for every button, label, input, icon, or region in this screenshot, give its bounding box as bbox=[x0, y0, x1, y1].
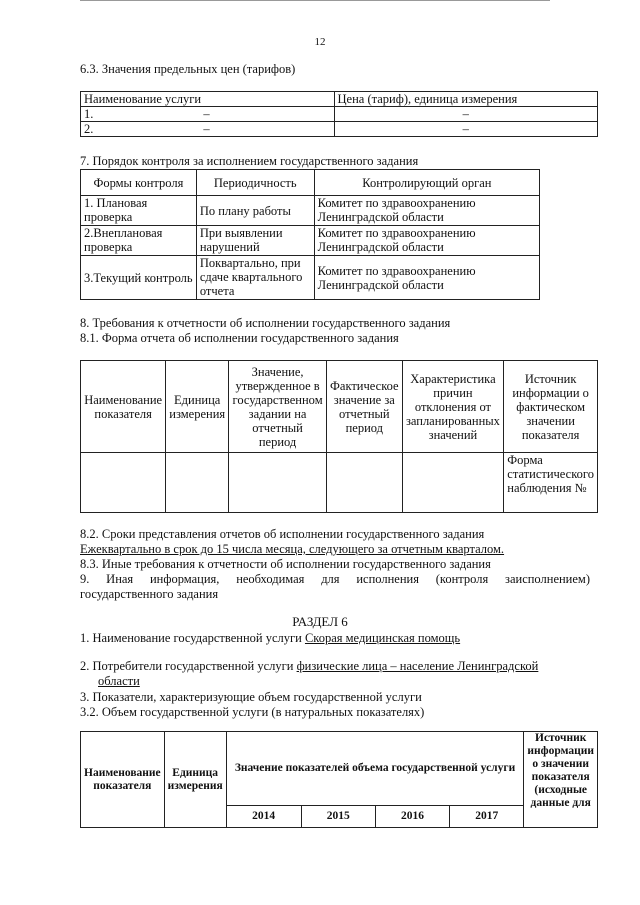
year-2016: 2016 bbox=[375, 806, 449, 828]
table-row bbox=[81, 453, 598, 513]
control-organ: Комитет по здравоохранению Ленинградской области bbox=[314, 196, 539, 226]
report-header-actual: Фактическое значение за отчетный период bbox=[327, 361, 403, 453]
section-8-1-title: 8.1. Форма отчета об исполнении государственного задания bbox=[80, 331, 399, 345]
table-row bbox=[81, 256, 540, 300]
report-header-deviation: Характеристика причин отклонения от запланированных значений bbox=[402, 361, 504, 453]
page-number: 12 bbox=[314, 36, 326, 48]
year-2014: 2014 bbox=[226, 806, 301, 828]
service-name-line bbox=[80, 631, 460, 646]
volume-header-values: Значение показателей объема государственной услуги bbox=[226, 732, 524, 806]
service-name-value: Скорая медицинская помощь bbox=[304, 631, 461, 645]
indicators-line: 3. Показатели, характеризующие объем государственной услуги bbox=[80, 690, 422, 704]
tariff-table bbox=[80, 91, 598, 137]
section-heading: РАЗДЕЛ 6 bbox=[292, 614, 348, 629]
consumers-line bbox=[80, 659, 590, 674]
control-header-period: Периодичность bbox=[196, 170, 314, 196]
section-6-3-title: 6.3. Значения предельных цен (тарифов) bbox=[80, 62, 296, 76]
row-number: 2. bbox=[84, 122, 94, 136]
section-9-text-cont: государственного задания bbox=[80, 587, 219, 601]
control-period: По плану работы bbox=[196, 196, 314, 226]
table-row bbox=[81, 226, 540, 256]
section-7-title: 7. Порядок контроля за исполнением государственного задания bbox=[80, 154, 419, 168]
section-8-2-text: 8.2. Сроки представления отчетов об исполнении государственного задания bbox=[80, 527, 485, 541]
volume-header-unit: Единица измерения bbox=[164, 732, 226, 828]
control-period: Поквартально, при сдаче квартального отчета bbox=[196, 256, 314, 300]
control-header-form: Формы контроля bbox=[81, 170, 197, 196]
control-table bbox=[80, 169, 540, 300]
report-source-value: Форма статистического наблюдения № bbox=[504, 453, 598, 513]
control-form: 3.Текущий контроль bbox=[81, 256, 197, 300]
consumers-value: физические лица – население Ленинградской bbox=[296, 659, 539, 673]
year-2015: 2015 bbox=[301, 806, 375, 828]
report-header-unit: Единица измерения bbox=[166, 361, 229, 453]
year-2017: 2017 bbox=[450, 806, 524, 828]
report-form-table bbox=[80, 360, 598, 513]
report-header-source: Источник информации о фактическом значении показателя bbox=[504, 361, 598, 453]
row-number: 1. bbox=[84, 107, 94, 121]
control-header-organ: Контролирующий орган bbox=[314, 170, 539, 196]
control-period: При выявлении нарушений bbox=[196, 226, 314, 256]
volume-line: 3.2. Объем государственной услуги (в натуральных показателях) bbox=[80, 705, 425, 719]
control-organ: Комитет по здравоохранению Ленинградской области bbox=[314, 226, 539, 256]
volume-table bbox=[80, 731, 598, 828]
control-form: 2.Внеплановая проверка bbox=[81, 226, 197, 256]
table-row bbox=[81, 122, 598, 137]
control-organ: Комитет по здравоохранению Ленинградской области bbox=[314, 256, 539, 300]
service-name: – bbox=[203, 122, 210, 136]
service-price: – bbox=[334, 122, 597, 137]
top-border-line bbox=[80, 0, 550, 1]
consumers-prefix: 2. Потребители государственной услуги bbox=[80, 659, 297, 673]
volume-header-source: Источник информации о значении показателя (исходные данные для bbox=[524, 732, 598, 828]
service-price: – bbox=[334, 107, 597, 122]
section-9-text: 9. Иная информация, необходимая для исполнения (контроля заисполнением) bbox=[80, 572, 590, 586]
service-name-prefix: 1. Наименование государственной услуги bbox=[80, 631, 305, 645]
control-form: 1. Плановая проверка bbox=[81, 196, 197, 226]
report-header-name: Наименование показателя bbox=[81, 361, 166, 453]
tariff-header-name: Наименование услуги bbox=[81, 92, 335, 107]
tariff-header-price: Цена (тариф), единица измерения bbox=[334, 92, 597, 107]
volume-header-name: Наименование показателя bbox=[81, 732, 165, 828]
report-header-approved: Значение, утвержденное в государственном задании на отчетный период bbox=[229, 361, 327, 453]
table-row bbox=[81, 196, 540, 226]
consumers-value-cont: области bbox=[98, 674, 140, 688]
section-8-title: 8. Требования к отчетности об исполнении государственного задания bbox=[80, 316, 451, 330]
service-name: – bbox=[203, 107, 210, 121]
section-8-3-text: 8.3. Иные требования к отчетности об исполнении государственного задания bbox=[80, 557, 491, 571]
table-row bbox=[81, 107, 598, 122]
report-deadline: Ежеквартально в срок до 15 числа месяца, следующего за отчетным кварталом. bbox=[80, 542, 505, 556]
